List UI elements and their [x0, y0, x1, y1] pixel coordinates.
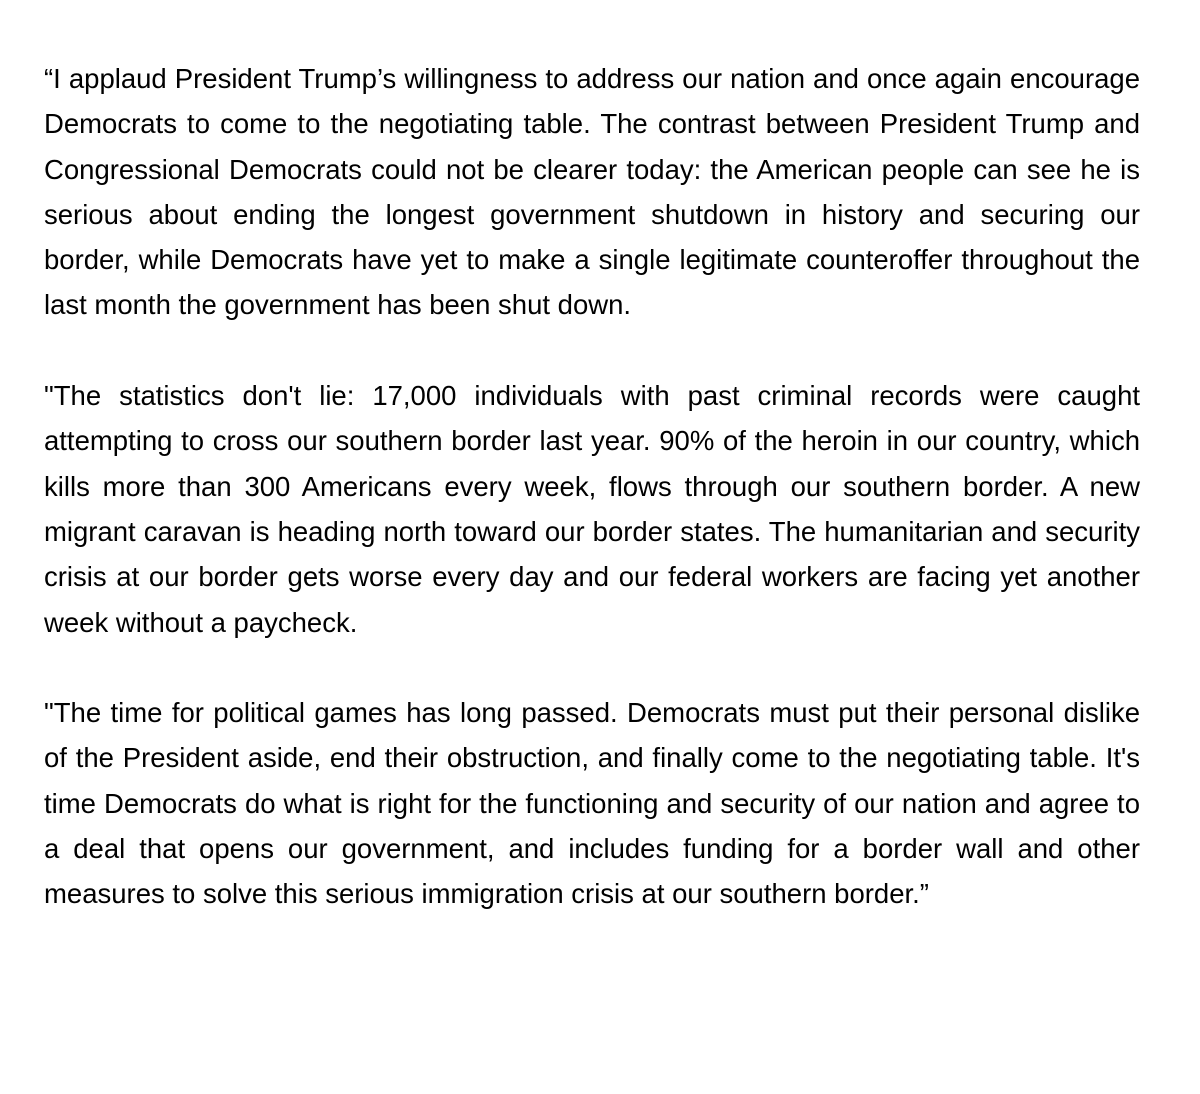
- statement-paragraph-2: "The statistics don't lie: 17,000 individuals with past criminal records were caught attempting to cross our southern border last year. 90% of the heroin in our country, which kills more than 300 Americans every week, flows through our southern border. A new migrant caravan is heading north toward our border states. The humanitarian and security crisis at our border gets worse every day and our federal workers are facing yet another week without a paycheck.: [44, 380, 1140, 638]
- statement-text: [44, 56, 1140, 917]
- statement-paragraph-3: "The time for political games has long passed. Democrats must put their personal dislike of the President aside, end their obstruction, and finally come to the negotiating table. It's time Democrats do what is right for the functioning and security of our nation and agree to a deal that opens our government, and includes funding for a border wall and other measures to solve this serious immigration crisis at our southern border.”: [44, 697, 1140, 910]
- statement-paragraph-1: “I applaud President Trump’s willingness to address our nation and once again encourage Democrats to come to the negotiating table. The contrast between President Trump and Congressional Democrats could not be clearer today: the American people can see he is serious about ending the longest government shutdown in history and securing our border, while Democrats have yet to make a single legitimate counteroffer throughout the last month the government has been shut down.: [44, 63, 1140, 321]
